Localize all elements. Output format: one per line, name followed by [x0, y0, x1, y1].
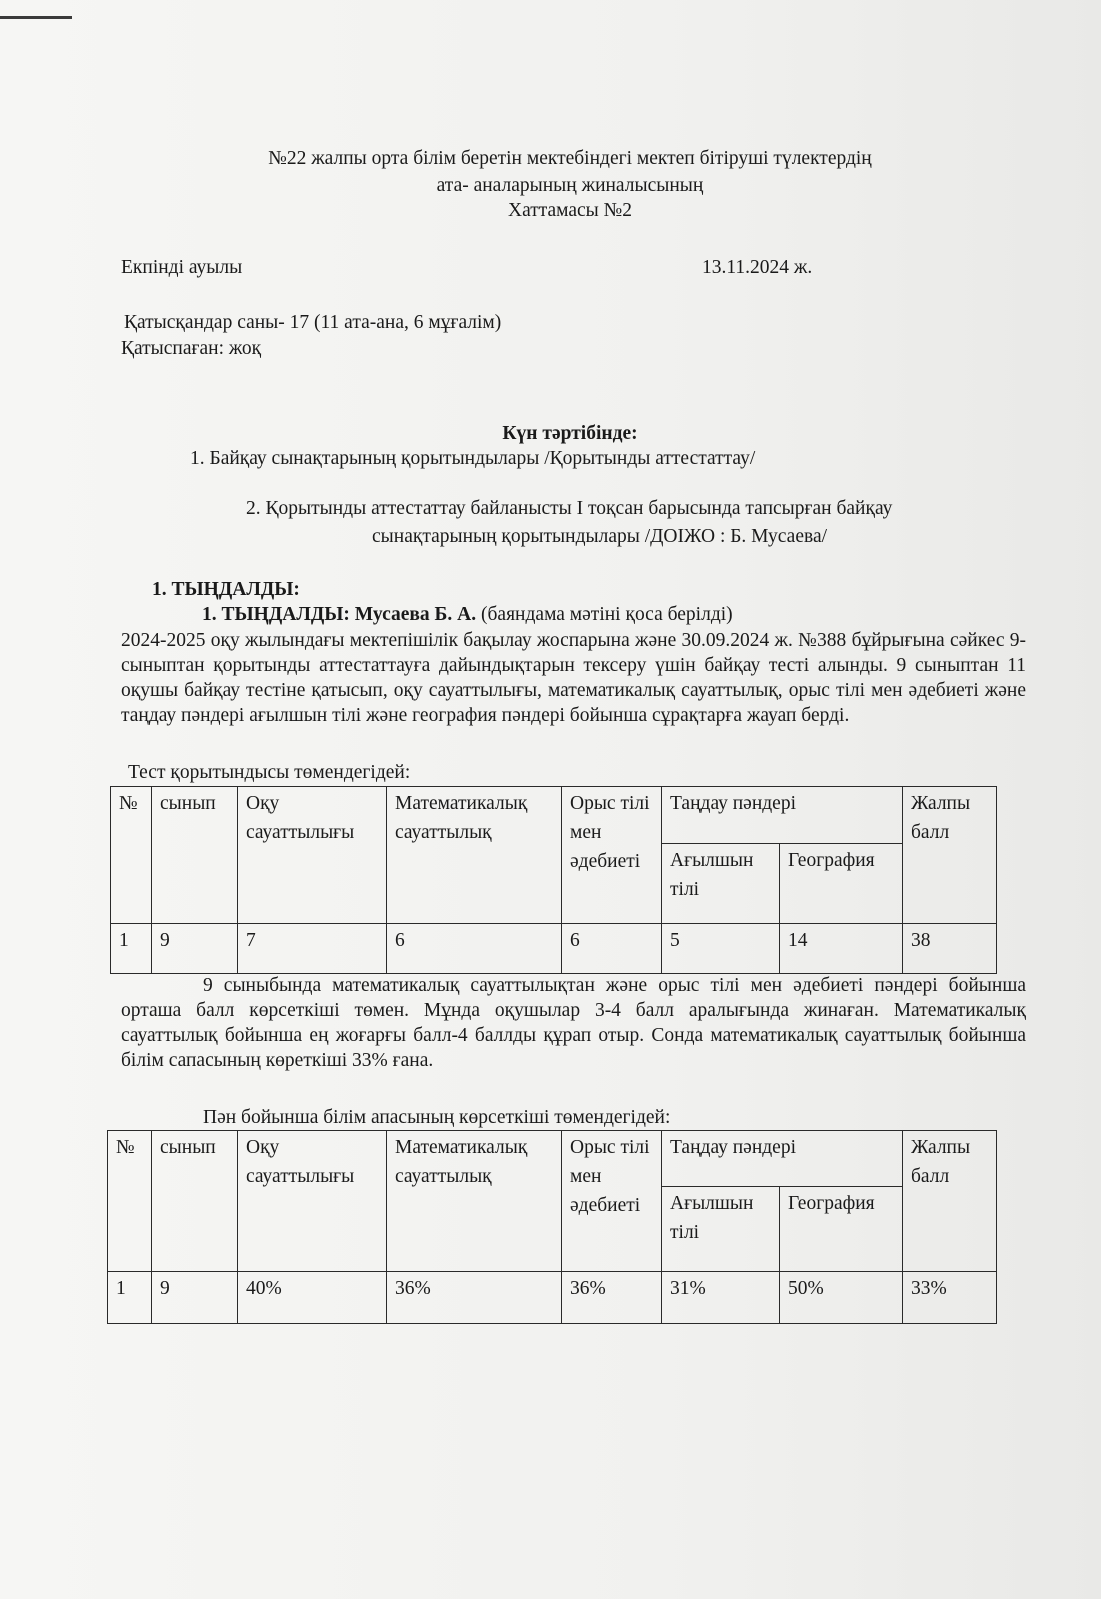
analysis-text: 9 сыныбында математикалық сауаттылықтан және орыс тілі мен әдебиеті пәндері бойынша орташа балл көрсеткіші төмен. Мұнда оқушылар 3-4 балл аралығында жинаған. Математикалық сауаттылық бойынша ең жоғарғы балл-4 баллды құрап отыр. Сонда математикалық сауаттылық бойынша білім сапасының көреткіші 33% ғана. — [121, 975, 1026, 1071]
th-class: сынып — [152, 787, 238, 924]
heard-subheading — [202, 602, 733, 628]
heard-body: 2024-2025 оқу жылындағы мектепішілік бақылау жоспарына және 30.09.2024 ж. №388 бұйрығына сәйкес 9- сыныптан қорытынды аттестаттауға дайындықтарын тексеру үшін байқау тесті алынды. 9 сыныптан 11 оқушы байқау тестіне қатысып, оқу сауаттылығы, математикалық сауаттылық, орыс тілі мен әдебиеті және таңдау пәндері ағылшын тілі және география пәндері бойынша сұрақтарға жауап берді. — [121, 630, 1026, 726]
th-russian: Орыс тілі мен әдебиеті — [562, 787, 662, 924]
table-cell: 50% — [780, 1272, 903, 1324]
analysis-paragraph — [121, 973, 1026, 1073]
agenda-item-2-line-1: 2. Қорытынды аттестаттау байланысты І тоқсан барысында тапсырған байқау — [246, 498, 893, 519]
th-russian: Орыс тілі мен әдебиеті — [562, 1131, 662, 1272]
agenda-title: Күн тәртібінде: — [502, 423, 638, 444]
table-cell: 1 — [108, 1272, 152, 1324]
table-cell: 9 — [152, 924, 238, 974]
place: Екпінді ауылы — [121, 257, 243, 278]
table2-caption: Пән бойынша білім апасының көрсеткіші төмендегідей: — [203, 1107, 671, 1128]
th-total: Жалпы балл — [903, 787, 997, 924]
th-total: Жалпы балл — [903, 1131, 997, 1272]
attendance-present: Қатысқандар саны- 17 (11 ата-ана, 6 мұғалім) — [124, 312, 502, 333]
table-cell: 36% — [562, 1272, 662, 1324]
table-cell: 31% — [662, 1272, 780, 1324]
th-math: Математикалық сауаттылық — [387, 787, 562, 924]
heard-heading: 1. ТЫҢДАЛДЫ: — [152, 579, 300, 600]
agenda-item-1: 1. Байқау сынақтарының қорытындылары /Қорытынды аттестаттау/ — [190, 448, 756, 469]
table-cell: 38 — [903, 924, 997, 974]
speaker-note: (баяндама мәтіні қоса берілді) — [476, 604, 733, 625]
th-reading: Оқу сауаттылығы — [238, 1131, 387, 1272]
corner-mark — [0, 16, 72, 19]
table-cell: 40% — [238, 1272, 387, 1324]
th-num: № — [108, 1131, 152, 1272]
table-cell: 6 — [387, 924, 562, 974]
th-elective: Таңдау пәндері — [662, 787, 903, 844]
date: 13.11.2024 ж. — [702, 257, 813, 278]
doc-title-line-3: Хаттамасы №2 — [507, 200, 633, 221]
th-math: Математикалық сауаттылық — [387, 1131, 562, 1272]
table-cell: 33% — [903, 1272, 997, 1324]
doc-title-line-2: ата- аналарының жиналысының — [436, 175, 704, 196]
th-geography: География — [780, 844, 903, 924]
quality-table — [107, 1130, 997, 1324]
table-cell: 1 — [111, 924, 152, 974]
table-cell: 7 — [238, 924, 387, 974]
attendance-absent: Қатыспаған: жоқ — [121, 338, 262, 359]
table1-caption: Тест қорытындысы төмендегідей: — [128, 762, 411, 783]
table-cell: 6 — [562, 924, 662, 974]
th-english: Ағылшын тілі — [662, 1187, 780, 1272]
table-cell: 14 — [780, 924, 903, 974]
th-english: Ағылшын тілі — [662, 844, 780, 924]
th-reading: Оқу сауаттылығы — [238, 787, 387, 924]
th-num: № — [111, 787, 152, 924]
table-cell: 36% — [387, 1272, 562, 1324]
table-cell: 9 — [152, 1272, 238, 1324]
th-class: сынып — [152, 1131, 238, 1272]
th-geography: География — [780, 1187, 903, 1272]
speaker: 1. ТЫҢДАЛДЫ: Мусаева Б. А. — [202, 604, 477, 625]
table-cell: 5 — [662, 924, 780, 974]
test-results-table — [110, 786, 997, 974]
th-elective: Таңдау пәндері — [662, 1131, 903, 1187]
doc-title-line-1: №22 жалпы орта білім беретін мектебіндегі мектеп бітіруші түлектердің — [268, 148, 872, 169]
agenda-item-2-line-2: сынақтарының қорытындылары /ДОІЖО : Б. Мусаева/ — [372, 526, 828, 547]
